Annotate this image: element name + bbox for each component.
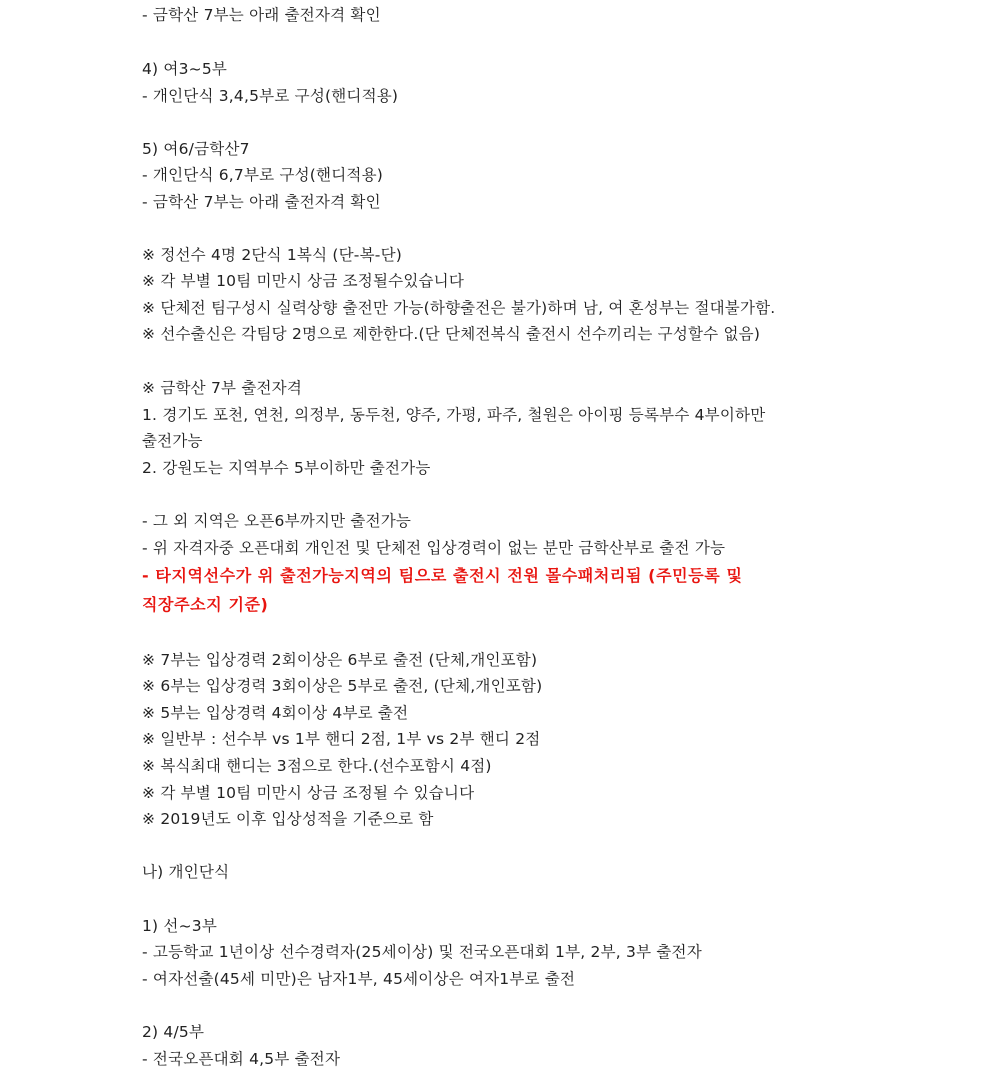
warning-line: - 타지역선수가 위 출전가능지역의 팀으로 출전시 전원 몰수패처리됨 (주민등록 및 (142, 566, 743, 585)
text-line: - 개인단식 6,7부로 구성(핸디적용) (142, 166, 383, 184)
note-line: ※ 단체전 팀구성시 실력상향 출전만 가능(하향출전은 불가)하며 남, 여 혼성부는 절대불가함. (142, 299, 776, 317)
note-line: ※ 6부는 입상경력 3회이상은 5부로 출전, (단체,개인포함) (142, 677, 543, 695)
note-line: ※ 각 부별 10팀 미만시 상금 조정될 수 있습니다 (142, 784, 475, 802)
text-line: 출전가능 (142, 432, 203, 450)
text-line: - 고등학교 1년이상 선수경력자(25세이상) 및 전국오픈대회 1부, 2부, 3부 출전자 (142, 943, 702, 961)
section-heading: 나) 개인단식 (142, 863, 230, 881)
section-heading: 4) 여3~5부 (142, 60, 228, 78)
note-line: ※ 선수출신은 각팀당 2명으로 제한한다.(단 단체전복식 출전시 선수끼리는 구성할수 없음) (142, 325, 761, 343)
text-line: 1. 경기도 포천, 연천, 의정부, 동두천, 양주, 가평, 파주, 철원은 아이핑 등록부수 4부이하만 (142, 406, 766, 424)
text-line: - 그 외 지역은 오픈6부까지만 출전가능 (142, 512, 412, 530)
note-line: ※ 2019년도 이후 입상성적을 기준으로 함 (142, 810, 434, 828)
note-line: ※ 정선수 4명 2단식 1복식 (단-복-단) (142, 246, 402, 264)
text-line: - 개인단식 3,4,5부로 구성(핸디적용) (142, 87, 399, 105)
note-line: ※ 복식최대 핸디는 3점으로 한다.(선수포함시 4점) (142, 757, 492, 775)
text-line: - 금학산 7부는 아래 출전자격 확인 (142, 193, 381, 211)
section-heading: 2) 4/5부 (142, 1023, 205, 1041)
note-line: ※ 7부는 입상경력 2회이상은 6부로 출전 (단체,개인포함) (142, 651, 538, 669)
note-line: ※ 금학산 7부 출전자격 (142, 379, 303, 397)
note-line: ※ 각 부별 10팀 미만시 상금 조정될수있습니다 (142, 272, 465, 290)
warning-line: 직장주소지 기준) (142, 595, 269, 614)
note-line: ※ 일반부 : 선수부 vs 1부 핸디 2점, 1부 vs 2부 핸디 2점 (142, 730, 541, 748)
note-line: ※ 5부는 입상경력 4회이상 4부로 출전 (142, 704, 409, 722)
text-line: - 여자선출(45세 미만)은 남자1부, 45세이상은 여자1부로 출전 (142, 970, 576, 988)
text-line: 2. 강원도는 지역부수 5부이하만 출전가능 (142, 459, 431, 477)
text-line: - 위 자격자중 오픈대회 개인전 및 단체전 입상경력이 없는 분만 금학산부로 출전 가능 (142, 539, 726, 557)
text-line: - 금학산 7부는 아래 출전자격 확인 (142, 6, 381, 24)
text-line: - 전국오픈대회 4,5부 출전자 (142, 1050, 341, 1068)
section-heading: 1) 선~3부 (142, 917, 218, 935)
section-heading: 5) 여6/금학산7 (142, 140, 250, 158)
